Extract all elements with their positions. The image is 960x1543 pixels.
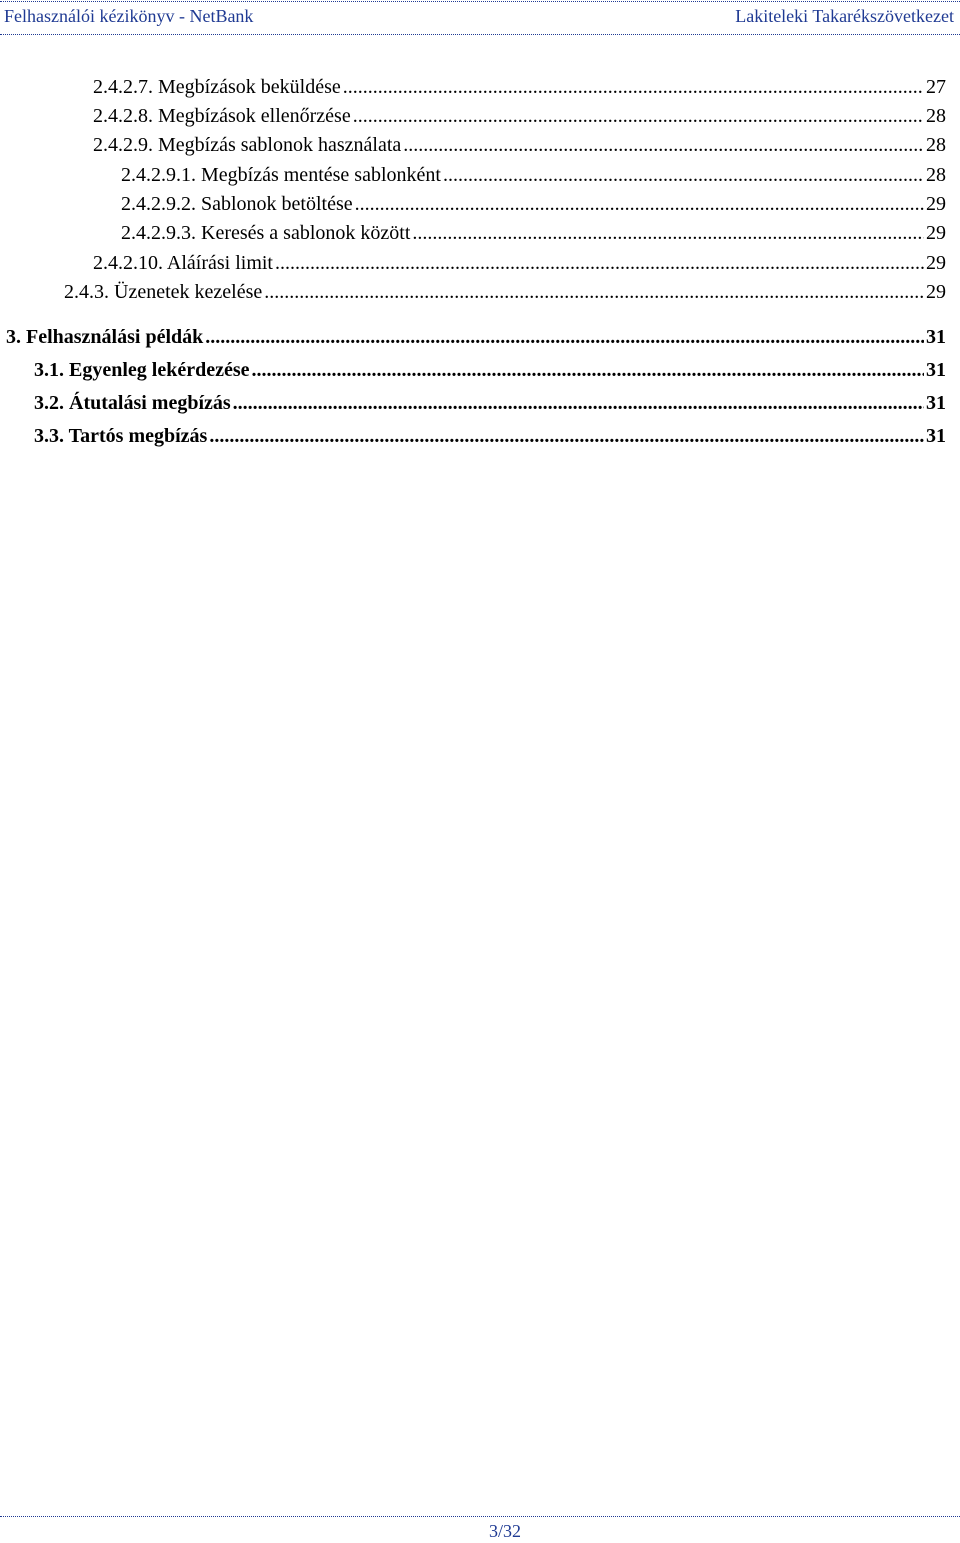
toc-entry[interactable] bbox=[93, 252, 946, 275]
toc-entry[interactable] bbox=[34, 425, 946, 448]
toc-entry-page: 28 bbox=[926, 105, 946, 127]
toc-entry[interactable] bbox=[121, 222, 946, 245]
toc-leader-dots bbox=[355, 193, 924, 216]
toc-entry-label: 2.4.3. Üzenetek kezelése bbox=[64, 281, 263, 303]
toc-entry[interactable] bbox=[64, 281, 946, 304]
toc-entry-page: 29 bbox=[926, 222, 946, 244]
toc-leader-dots bbox=[443, 164, 924, 187]
toc-entry-page: 31 bbox=[926, 326, 946, 348]
toc-entry-label: 2.4.2.9.1. Megbízás mentése sablonként bbox=[121, 164, 441, 186]
toc-entry-page: 31 bbox=[926, 392, 946, 414]
toc-entry-label: 2.4.2.9.2. Sablonok betöltése bbox=[121, 193, 353, 215]
toc-leader-dots bbox=[209, 425, 924, 448]
toc-entry[interactable] bbox=[121, 193, 946, 216]
toc-leader-dots bbox=[252, 359, 925, 382]
toc-entry[interactable] bbox=[121, 164, 946, 187]
toc-entry[interactable] bbox=[34, 359, 946, 382]
toc-entry-label: 3.2. Átutalási megbízás bbox=[34, 392, 231, 414]
toc-entry-label: 3. Felhasználási példák bbox=[6, 326, 204, 348]
toc-leader-dots bbox=[353, 105, 924, 128]
toc-entry-page: 29 bbox=[926, 281, 946, 303]
toc-entry-label: 2.4.2.9.3. Keresés a sablonok között bbox=[121, 222, 411, 244]
toc-entry[interactable] bbox=[93, 105, 946, 128]
toc-entry[interactable] bbox=[6, 326, 946, 349]
toc-entry-page: 28 bbox=[926, 134, 946, 156]
toc-leader-dots bbox=[343, 76, 924, 99]
toc-entry-label: 3.1. Egyenleg lekérdezése bbox=[34, 359, 250, 381]
toc-entry-label: 3.3. Tartós megbízás bbox=[34, 425, 208, 447]
header-bottom-rule bbox=[0, 34, 960, 35]
header-document-title: Felhasználói kézikönyv - NetBank bbox=[4, 6, 254, 26]
footer-rule bbox=[0, 1516, 960, 1517]
toc-leader-dots bbox=[205, 326, 924, 349]
toc-entry-label: 2.4.2.8. Megbízások ellenőrzése bbox=[93, 105, 351, 127]
toc-leader-dots bbox=[412, 222, 924, 245]
toc-entry-page: 29 bbox=[926, 252, 946, 274]
toc-entry-page: 27 bbox=[926, 76, 946, 98]
header-top-rule bbox=[0, 1, 960, 2]
toc-leader-dots bbox=[403, 134, 924, 157]
toc-entry-page: 31 bbox=[926, 359, 946, 381]
toc-entry-page: 28 bbox=[926, 164, 946, 186]
footer-page-number: 3/32 bbox=[488, 1521, 521, 1541]
toc-entry[interactable] bbox=[93, 76, 946, 99]
toc-entry[interactable] bbox=[93, 134, 946, 157]
page-header bbox=[0, 0, 960, 34]
toc-leader-dots bbox=[233, 392, 924, 415]
toc-leader-dots bbox=[275, 252, 924, 275]
toc-entry-page: 29 bbox=[926, 193, 946, 215]
toc-entry-label: 2.4.2.7. Megbízások beküldése bbox=[93, 76, 341, 98]
toc-entry-label: 2.4.2.10. Aláírási limit bbox=[93, 252, 273, 274]
header-organization: Lakiteleki Takarékszövetkezet bbox=[735, 6, 954, 26]
toc-leader-dots bbox=[264, 281, 924, 304]
toc-entry[interactable] bbox=[34, 392, 946, 415]
toc-entry-page: 31 bbox=[926, 425, 946, 447]
toc-entry-label: 2.4.2.9. Megbízás sablonok használata bbox=[93, 134, 402, 156]
